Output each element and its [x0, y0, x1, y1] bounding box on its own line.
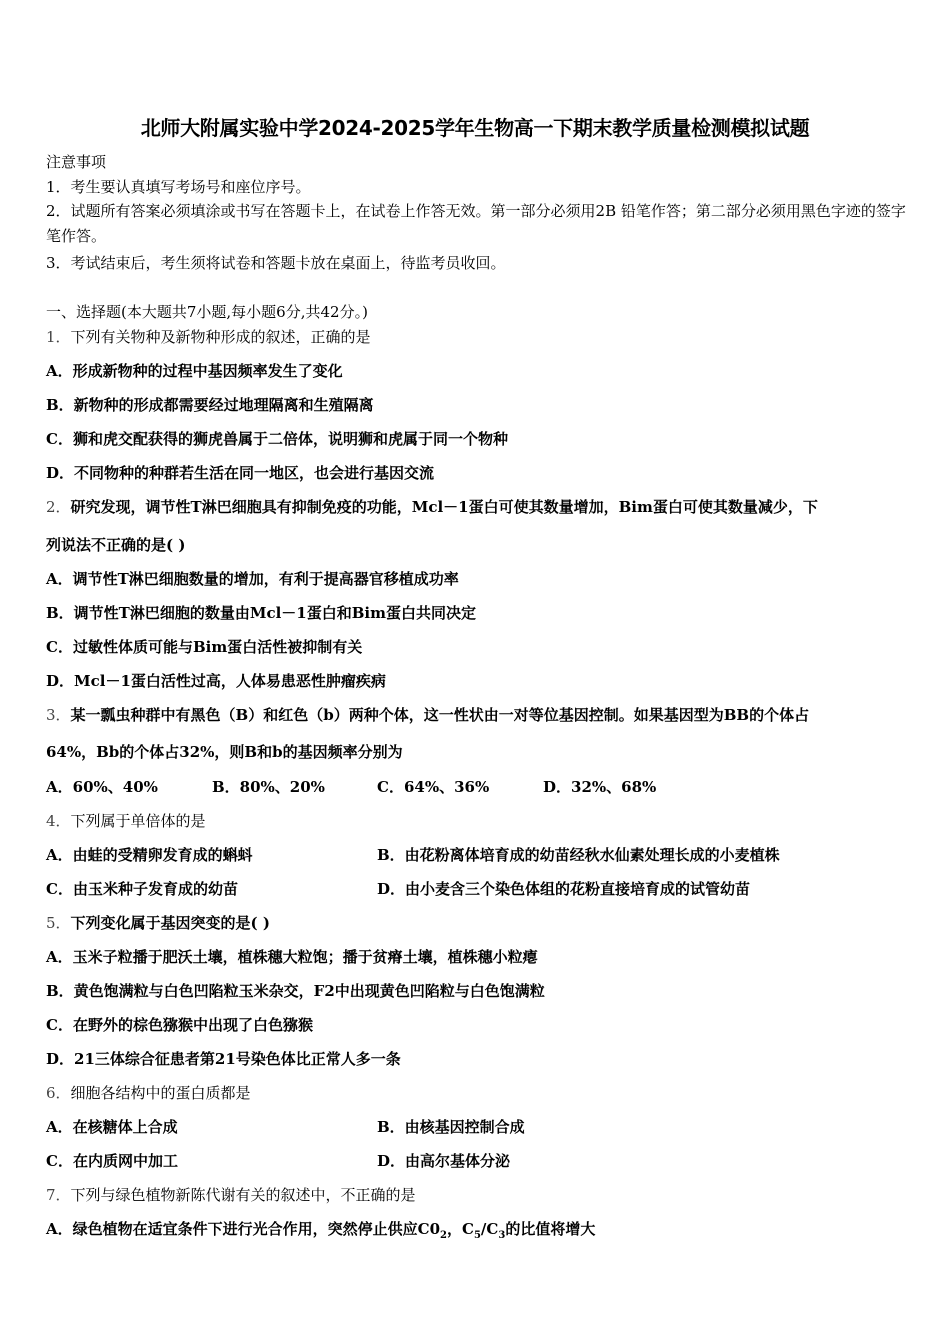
- question-stem: 1．下列有关物种及新物种形成的叙述，正确的是: [46, 328, 371, 346]
- question-number: 5．: [46, 914, 71, 932]
- answer-option[interactable]: B．80%、20%: [212, 778, 325, 796]
- question-stem: 5．下列变化属于基因突变的是( ): [46, 914, 270, 932]
- answer-option[interactable]: A．绿色植物在适宜条件下进行光合作用，突然停止供应$C0_2$，$C_5/C_3$的比值将增大: [46, 1220, 596, 1241]
- answer-option[interactable]: A．调节性T淋巴细胞数量的增加，有利于提高器官移植成功率: [46, 570, 459, 588]
- answer-option[interactable]: C．由玉米种子发育成的幼苗: [46, 880, 238, 898]
- answer-option[interactable]: A．60%、40%: [46, 778, 158, 796]
- answer-option[interactable]: D．由高尔基体分泌: [377, 1152, 511, 1170]
- notice-item: 2．试题所有答案必须填涂或书写在答题卡上，在试卷上作答无效。第一部分必须用2B 铅笔作答；第二部分必须用黑色字迹的签字笔作答。: [46, 202, 906, 245]
- question-stem: 7．下列与绿色植物新陈代谢有关的叙述中，不正确的是: [46, 1186, 416, 1204]
- answer-option[interactable]: D．Mcl－1蛋白活性过高，人体易患恶性肿瘤疾病: [46, 672, 386, 690]
- answer-option[interactable]: B．新物种的形成都需要经过地理隔离和生殖隔离: [46, 396, 374, 414]
- answer-option[interactable]: D．由小麦含三个染色体组的花粉直接培育成的试管幼苗: [377, 880, 751, 898]
- question-stem: 2．研究发现，调节性T淋巴细胞具有抑制免疫的功能，Mcl－1蛋白可使其数量增加，Bim蛋白可使其数量减少，下: [46, 498, 818, 516]
- section-heading: 一、选择题(本大题共7小题,每小题6分,共42分。): [46, 303, 368, 321]
- question-stem: 3．某一瓢虫种群中有黑色（B）和红色（b）两种个体，这一性状由一对等位基因控制。如果基因型为BB的个体占: [46, 706, 810, 724]
- question-number: 3．: [46, 706, 71, 724]
- question-number: 6．: [46, 1084, 71, 1102]
- answer-option[interactable]: B．调节性T淋巴细胞的数量由Mcl－1蛋白和Bim蛋白共同决定: [46, 604, 476, 622]
- page-title: 北师大附属实验中学2024-2025学年生物高一下期末教学质量检测模拟试题: [140, 116, 810, 140]
- notice-heading: 注意事项: [46, 153, 107, 171]
- answer-option[interactable]: A．形成新物种的过程中基因频率发生了变化: [46, 362, 343, 380]
- answer-option[interactable]: C．在野外的棕色猕猴中出现了白色猕猴: [46, 1016, 313, 1034]
- answer-option[interactable]: B．黄色饱满粒与白色凹陷粒玉米杂交，F2中出现黄色凹陷粒与白色饱满粒: [46, 982, 545, 1000]
- answer-option[interactable]: A．玉米子粒播于肥沃土壤，植株穗大粒饱；播于贫瘠土壤，植株穗小粒瘪: [46, 948, 538, 966]
- answer-option[interactable]: A．由蛙的受精卵发育成的蝌蚪: [46, 846, 253, 864]
- question-stem: 4．下列属于单倍体的是: [46, 812, 206, 830]
- answer-option[interactable]: D．不同物种的种群若生活在同一地区，也会进行基因交流: [46, 464, 435, 482]
- question-stem: 6．细胞各结构中的蛋白质都是: [46, 1084, 251, 1102]
- question-stem-continued: 64%，Bb的个体占32%，则B和b的基因频率分别为: [46, 743, 403, 761]
- answer-option[interactable]: D．21三体综合征患者第21号染色体比正常人多一条: [46, 1050, 401, 1068]
- answer-option[interactable]: A．在核糖体上合成: [46, 1118, 178, 1136]
- answer-option[interactable]: C．狮和虎交配获得的狮虎兽属于二倍体，说明狮和虎属于同一个物种: [46, 430, 508, 448]
- answer-option[interactable]: C．过敏性体质可能与Bim蛋白活性被抑制有关: [46, 638, 363, 656]
- question-number: 1．: [46, 328, 71, 346]
- notice-item: 1．考生要认真填写考场号和座位序号。: [46, 178, 311, 196]
- question-number: 2．: [46, 498, 71, 516]
- answer-option[interactable]: B．由花粉离体培育成的幼苗经秋水仙素处理长成的小麦植株: [377, 846, 780, 864]
- answer-option[interactable]: B．由核基因控制合成: [377, 1118, 525, 1136]
- question-number: 7．: [46, 1186, 71, 1204]
- answer-option[interactable]: C．在内质网中加工: [46, 1152, 178, 1170]
- question-number: 4．: [46, 812, 71, 830]
- answer-option[interactable]: D．32%、68%: [543, 778, 657, 796]
- notice-item: 3．考试结束后，考生须将试卷和答题卡放在桌面上，待监考员收回。: [46, 254, 506, 272]
- answer-option[interactable]: C．64%、36%: [377, 778, 490, 796]
- question-stem-continued: 列说法不正确的是( ): [46, 536, 186, 554]
